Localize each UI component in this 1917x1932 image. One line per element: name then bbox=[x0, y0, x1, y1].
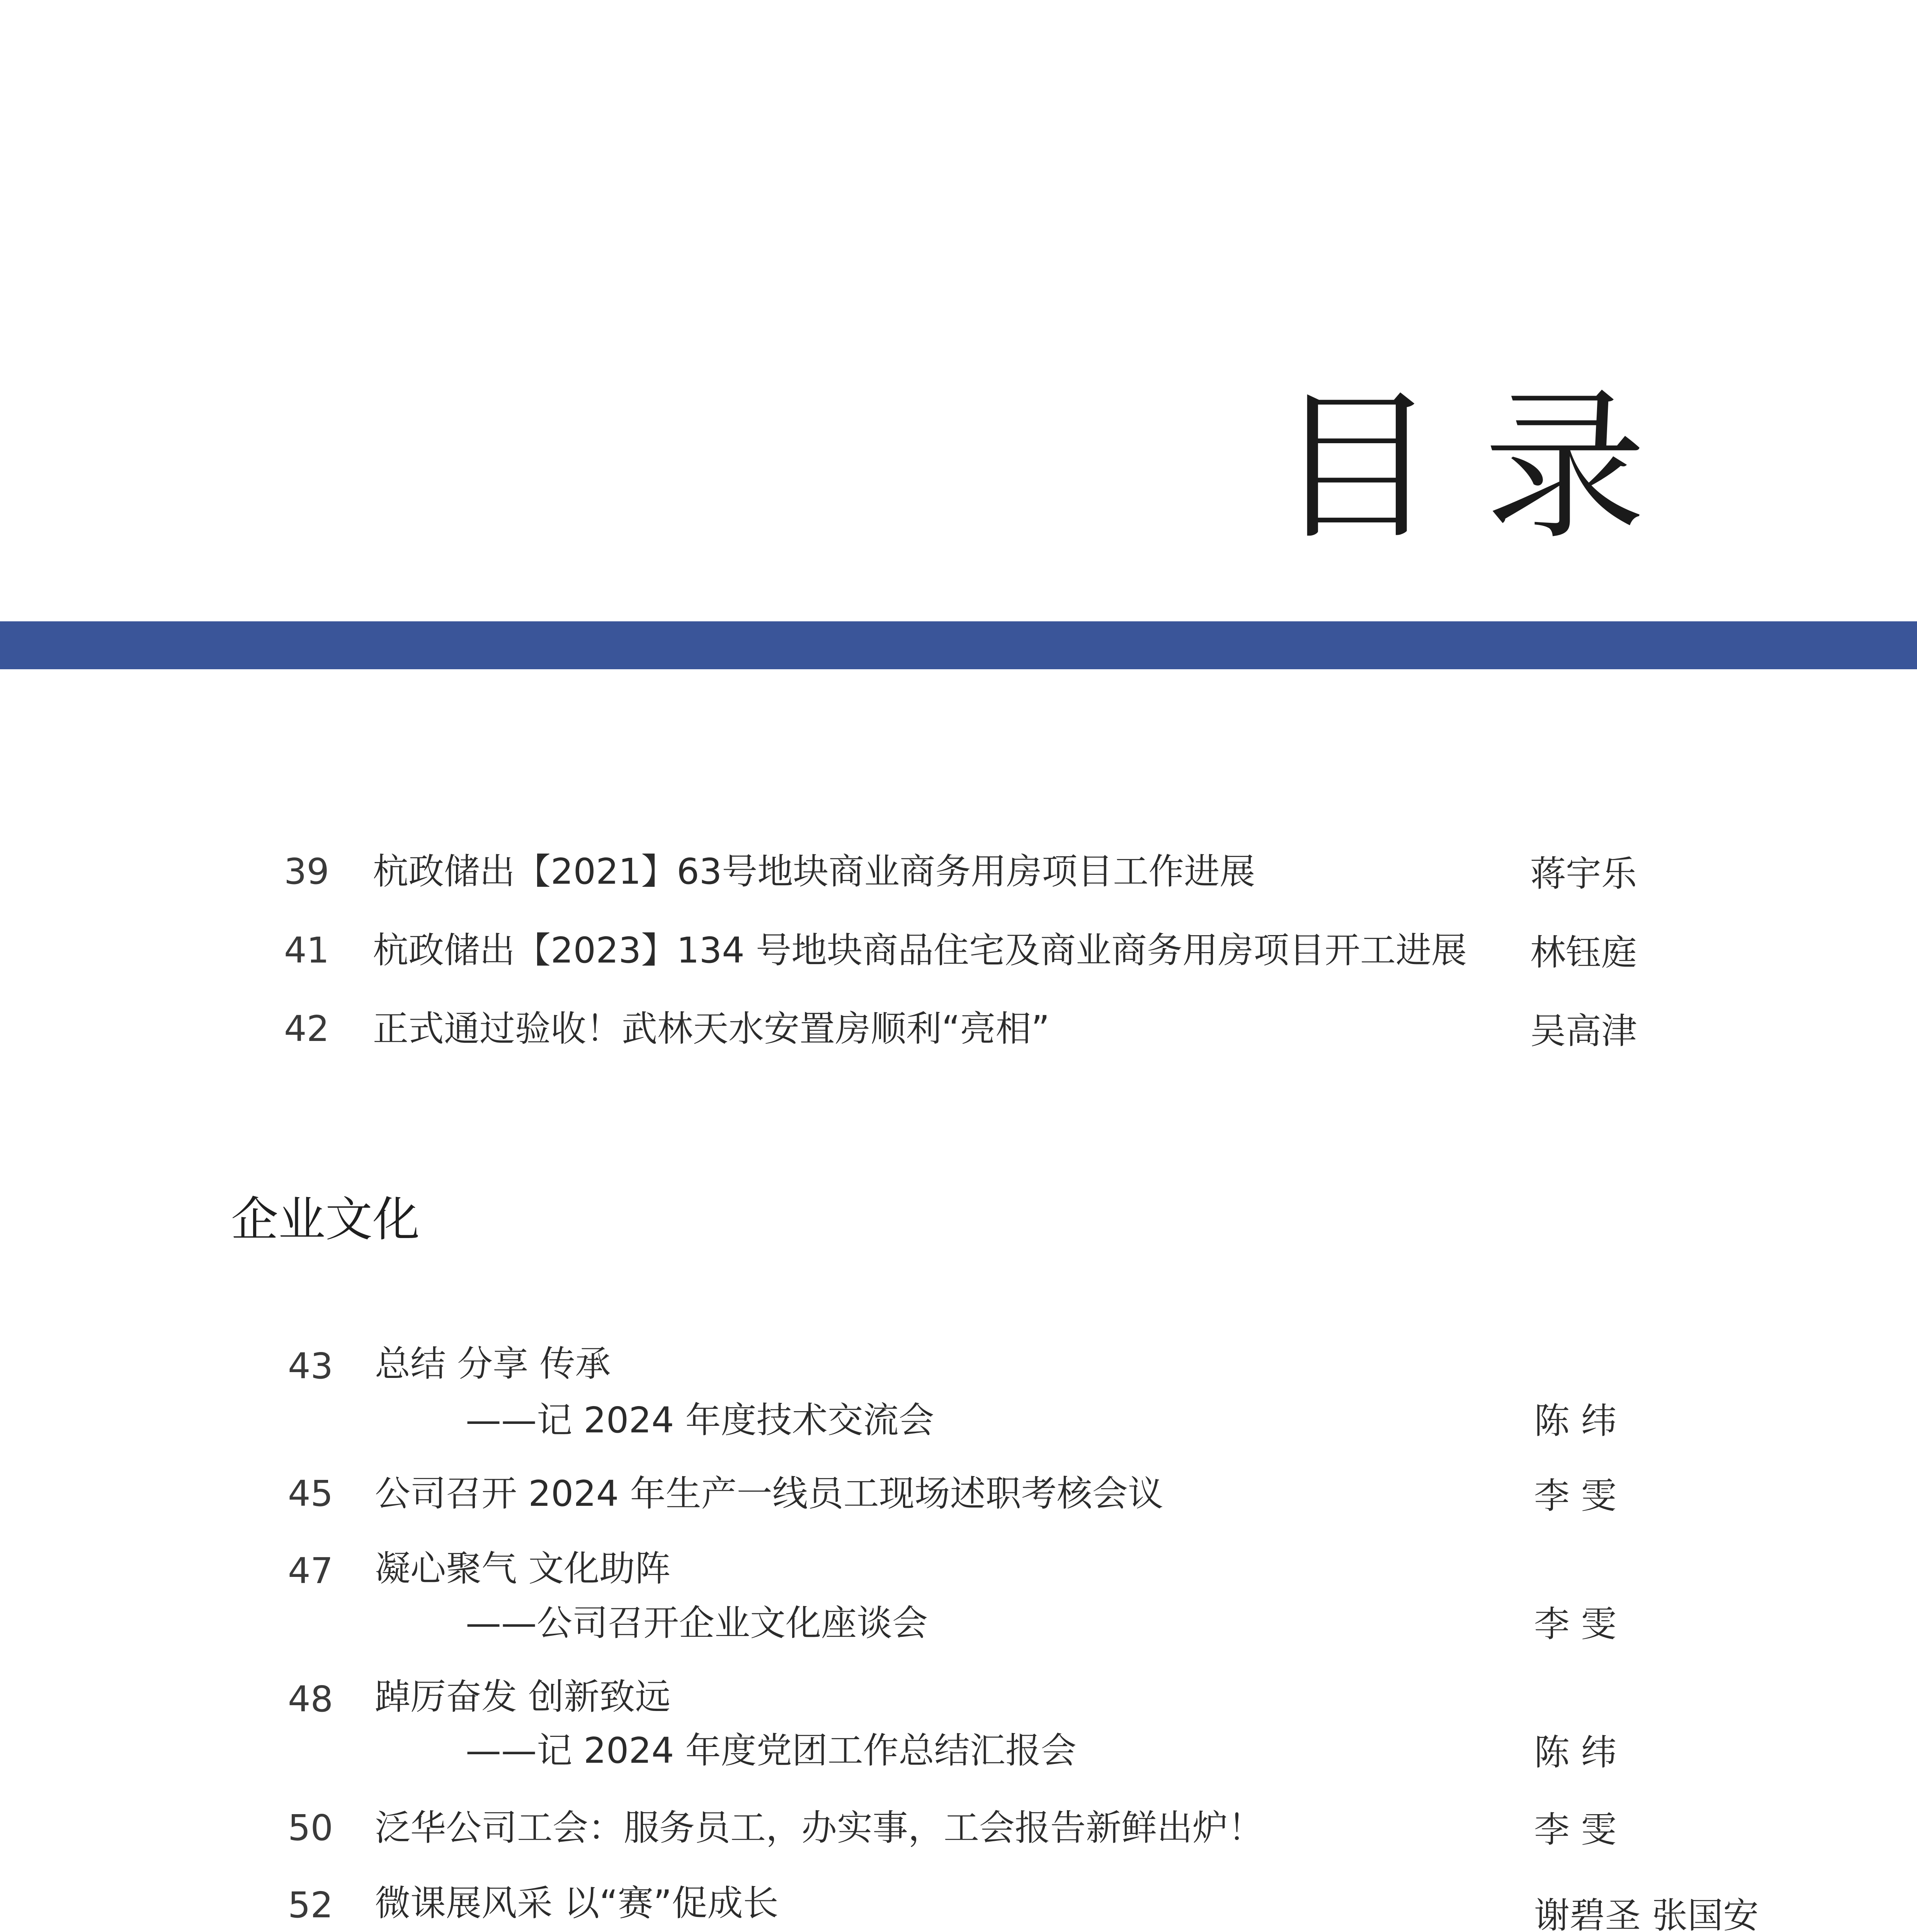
entry-page-number: 43 bbox=[288, 1345, 333, 1387]
entry-page-number: 41 bbox=[284, 930, 330, 971]
entry-page-number: 45 bbox=[288, 1473, 333, 1514]
entry-title: 凝心聚气 文化助阵 bbox=[375, 1548, 671, 1589]
entry-author: 李 雯 bbox=[1534, 1604, 1617, 1645]
entry-title: 正式通过验收！武林天水安置房顺利“亮相” bbox=[373, 1008, 1050, 1049]
entry-title: 泛华公司工会：服务员工，办实事，工会报告新鲜出炉！ bbox=[375, 1807, 1264, 1849]
entry-title: 公司召开 2024 年生产一线员工现场述职考核会议 bbox=[375, 1473, 1163, 1514]
entry-page-number: 39 bbox=[284, 851, 330, 892]
entry-author: 李 雯 bbox=[1534, 1475, 1617, 1517]
section-heading-culture: 企业文化 bbox=[231, 1192, 420, 1247]
entry-subtitle: ——公司召开企业文化座谈会 bbox=[466, 1602, 928, 1644]
entry-subtitle: ——记 2024 年度技术交流会 bbox=[466, 1400, 934, 1441]
entry-title: 杭政储出【2023】134 号地块商品住宅及商业商务用房项目开工进展 bbox=[373, 930, 1467, 971]
entry-page-number: 42 bbox=[284, 1008, 330, 1049]
entry-title: 总结 分享 传承 bbox=[375, 1343, 611, 1384]
entry-title: 杭政储出【2021】63号地块商业商务用房项目工作进展 bbox=[373, 851, 1255, 892]
entry-author: 吴高津 bbox=[1530, 1010, 1637, 1052]
entry-page-number: 48 bbox=[288, 1679, 333, 1720]
entry-author: 李 雯 bbox=[1534, 1809, 1617, 1850]
entry-author: 林钰庭 bbox=[1530, 932, 1637, 973]
entry-author: 谢碧圣 张国安 bbox=[1534, 1895, 1759, 1932]
entry-page-number: 52 bbox=[288, 1884, 333, 1926]
entry-author: 蒋宇乐 bbox=[1530, 853, 1637, 895]
page-title: 目录 bbox=[1275, 373, 1692, 562]
entry-page-number: 47 bbox=[288, 1550, 333, 1592]
entry-title: 踔厉奋发 创新致远 bbox=[375, 1676, 671, 1718]
entry-author: 陈 纬 bbox=[1534, 1400, 1617, 1442]
entry-page-number: 50 bbox=[288, 1807, 333, 1849]
title-accent-bar bbox=[0, 621, 1917, 669]
entry-subtitle: ——记 2024 年度党团工作总结汇报会 bbox=[466, 1730, 1077, 1771]
entry-author: 陈 纬 bbox=[1534, 1732, 1617, 1773]
entry-title: 微课展风采 以“赛”促成长 bbox=[375, 1883, 779, 1924]
